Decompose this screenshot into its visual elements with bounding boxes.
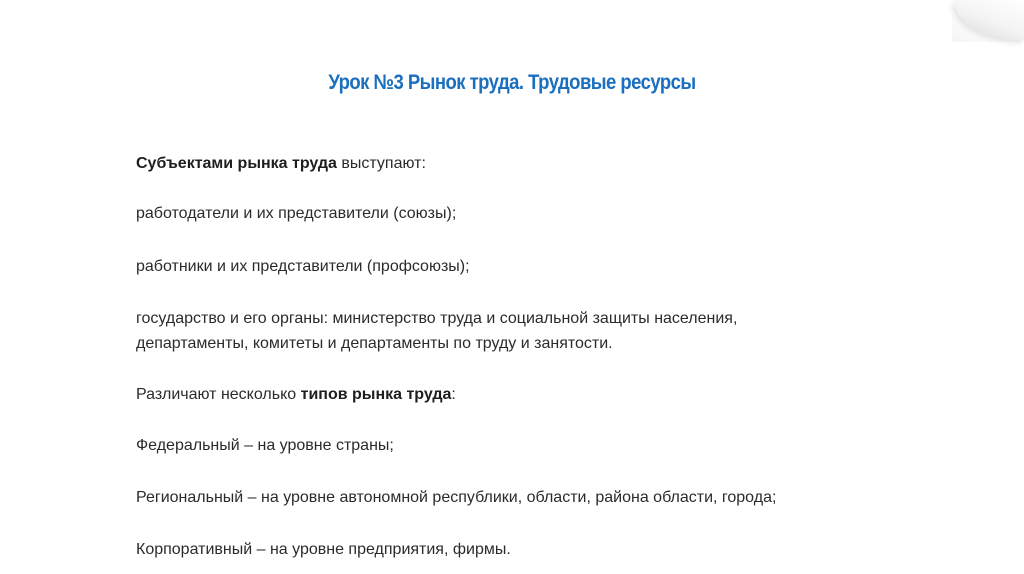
subjects-rest-text: выступают: (336, 155, 426, 172)
paragraph-corporate: Корпоративный – на уровне предприятия, фирмы. (136, 541, 511, 558)
types-pre-text: Различают несколько (136, 386, 301, 403)
types-post-text: : (451, 386, 456, 403)
subjects-bold-text: Субъектами рынка труда (136, 155, 337, 172)
page-curl-decoration (954, 0, 1024, 40)
types-bold-text: типов рынка труда (300, 386, 452, 403)
paragraph-workers: работники и их представители (профсоюзы); (136, 258, 470, 275)
paragraph-federal: Федеральный – на уровне страны; (136, 437, 394, 454)
page-title: Урок №3 Рынок труда. Трудовые ресурсы (328, 71, 696, 94)
paragraph-regional: Региональный – на уровне автономной республики, области, района области, города; (136, 489, 777, 506)
paragraph-subjects (136, 150, 426, 177)
paragraph-state-line2: департаменты, комитеты и департаменты по труду и занятости. (136, 335, 613, 352)
paragraph-types-intro (136, 381, 456, 408)
paragraph-state-line1: государство и его органы: министерство труда и социальной защиты населения, (136, 310, 738, 327)
paragraph-employers: работодатели и их представители (союзы); (136, 205, 457, 222)
